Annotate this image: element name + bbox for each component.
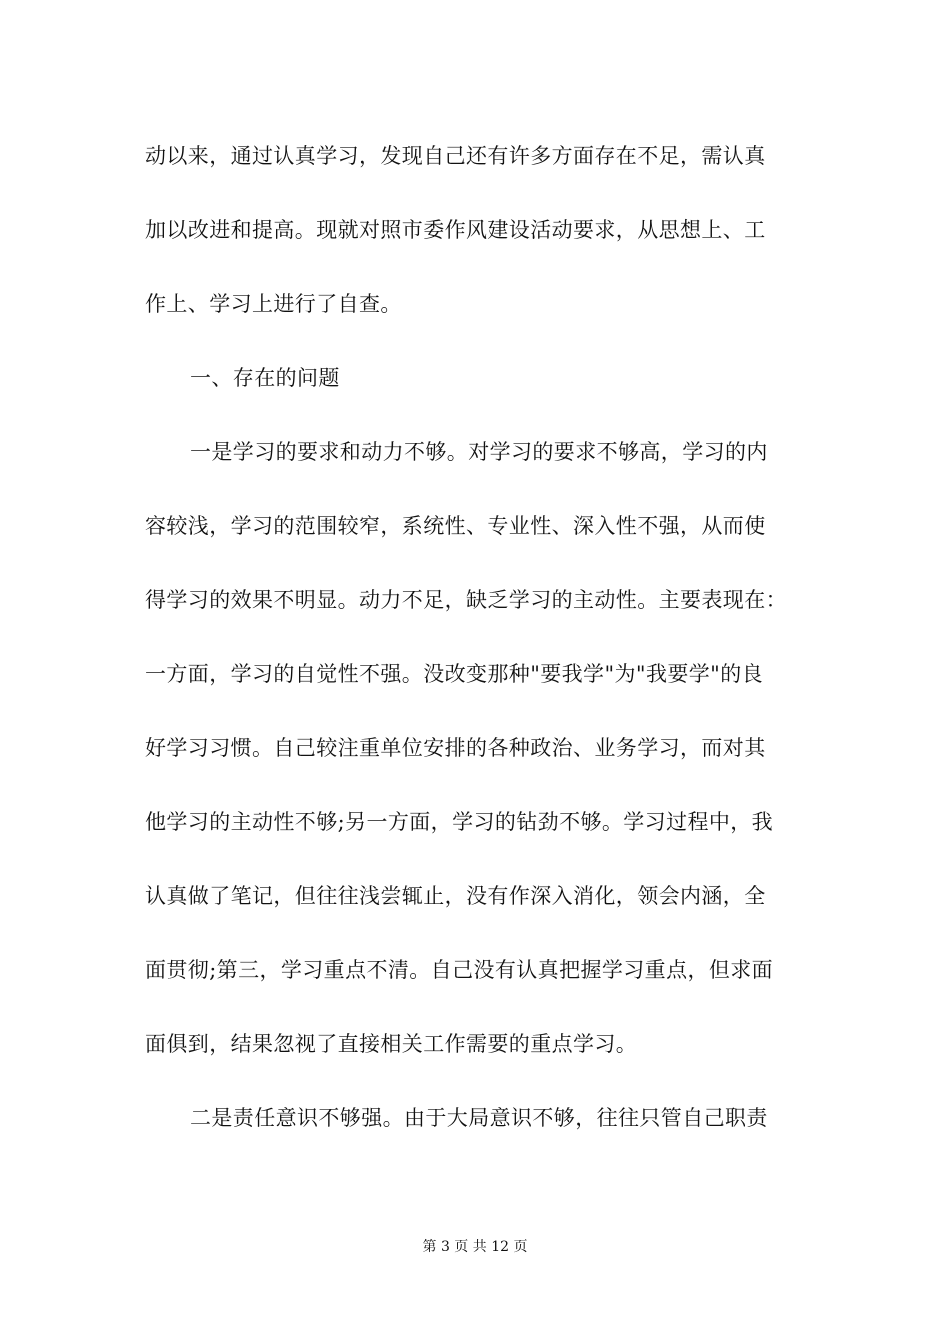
body-line: 一是学习的要求和动力不够。对学习的要求不够高，学习的内 [190, 440, 768, 464]
body-line: 二是责任意识不够强。由于大局意识不够，往往只管自己职责 [190, 1106, 768, 1130]
body-line: 容较浅，学习的范围较窄，系统性、专业性、深入性不强，从而使 [145, 514, 766, 538]
body-line: 认真做了笔记，但往往浅尝辄止，没有作深入消化，领会内涵，全 [145, 884, 766, 908]
body-line: 面贯彻;第三，学习重点不清。自己没有认真把握学习重点，但求面 [145, 958, 774, 982]
body-line: 作上、学习上进行了自查。 [145, 292, 402, 316]
body-line: 动以来，通过认真学习，发现自己还有许多方面存在不足，需认真 [145, 144, 766, 168]
body-line: 一方面，学习的自觉性不强。没改变那种"要我学"为"我要学"的良 [145, 662, 764, 686]
body-line: 加以改进和提高。现就对照市委作风建设活动要求，从思想上、工 [145, 218, 766, 242]
section-heading: 一、存在的问题 [190, 366, 340, 390]
body-line: 他学习的主动性不够;另一方面，学习的钻劲不够。学习过程中，我 [145, 810, 774, 834]
body-line: 好学习习惯。自己较注重单位安排的各种政治、业务学习，而对其 [145, 736, 766, 760]
page-number-footer: 第 3 页 共 12 页 [422, 1239, 528, 1255]
body-line: 面俱到，结果忽视了直接相关工作需要的重点学习。 [145, 1032, 638, 1056]
body-line: 得学习的效果不明显。动力不足，缺乏学习的主动性。主要表现在： [145, 588, 787, 612]
